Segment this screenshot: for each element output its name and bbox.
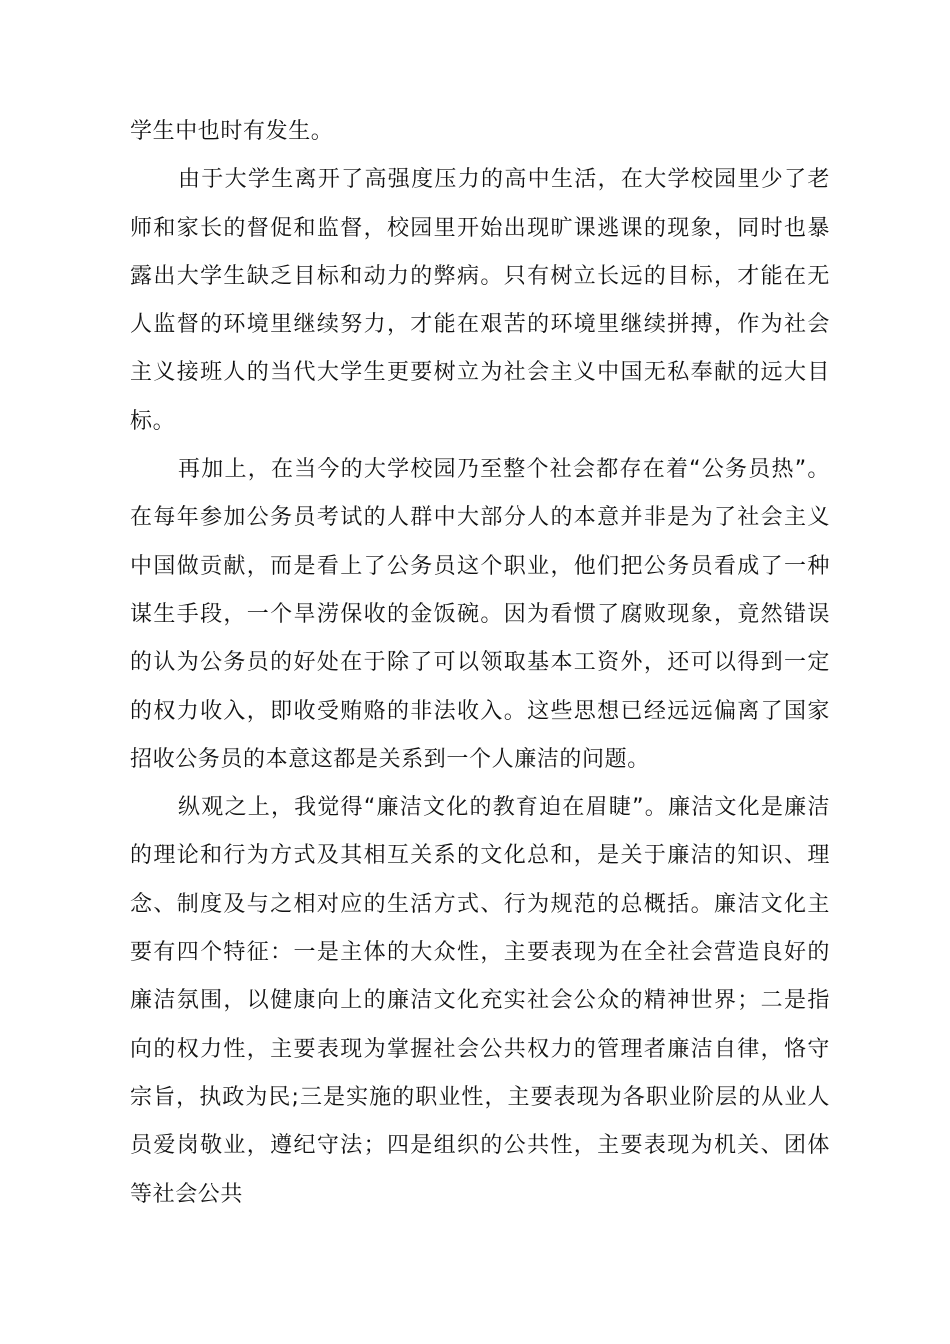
paragraph-continuation: 学生中也时有发生。 (130, 119, 334, 144)
paragraph-civil-servant-fever: 再加上，在当今的大学校园乃至整个社会都存在着“公务员热”。在每年参加公务员考试的人群中大部分人的本意并非是为了社会主义中国做贡献，而是看上了公务员这个职业，他们把公务员看成了一种谋生手段，一个旱涝保收的金饭碗。因为看惯了腐败现象，竟然错误的认为公务员的好处在于除了可以领取基本工资外，还可以得到一定的权力收入，即收受贿赂的非法收入。这些思想已经远远偏离了国家招收公务员的本意这都是关系到一个人廉洁的问题。 (130, 457, 830, 772)
body-text (130, 108, 830, 1219)
paragraph-college-supervision: 由于大学生离开了高强度压力的高中生活，在大学校园里少了老师和家长的督促和监督，校园里开始出现旷课逃课的现象，同时也暴露出大学生缺乏目标和动力的弊病。只有树立长远的目标，才能在无人监督的环境里继续努力，才能在艰苦的环境里继续拼搏，作为社会主义接班人的当代大学生更要树立为社会主义中国无私奉献的远大目标。 (130, 167, 830, 434)
paragraph-integrity-culture: 纵观之上，我觉得“廉洁文化的教育迫在眉睫”。廉洁文化是廉洁的理论和行为方式及其相互关系的文化总和，是关于廉洁的知识、理念、制度及与之相对应的生活方式、行为规范的总概括。廉洁文化主要有四个特征：一是主体的大众性，主要表现为在全社会营造良好的廉洁氛围，以健康向上的廉洁文化充实社会公众的精神世界；二是指向的权力性，主要表现为掌握社会公共权力的管理者廉洁自律，恪守宗旨，执政为民;三是实施的职业性，主要表现为各职业阶层的从业人员爱岗敬业，遵纪守法；四是组织的公共性，主要表现为机关、团体等社会公共 (130, 795, 830, 1207)
